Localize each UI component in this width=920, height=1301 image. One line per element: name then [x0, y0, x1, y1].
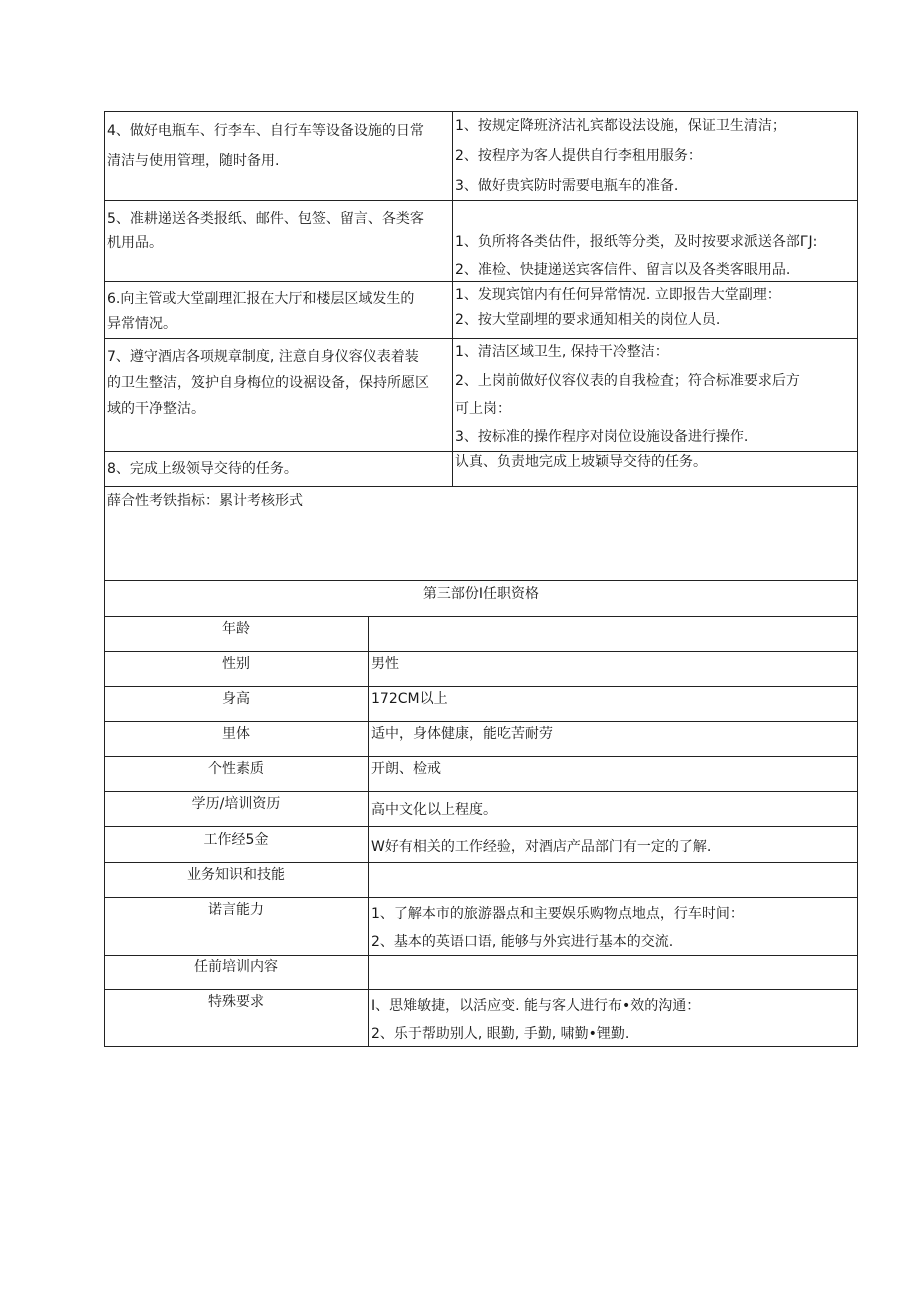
qual-label-special: 特殊要求	[208, 994, 264, 1010]
qual-value-personality: 开朗、检戒	[371, 761, 441, 777]
duty-divider	[104, 486, 858, 487]
qual-divider	[104, 756, 858, 757]
qual-label-education: 学历/培训资历	[191, 796, 281, 812]
assessment-label: 薛合性考铁指标：累计考核形式	[107, 493, 303, 509]
qual-label-gender: 性别	[222, 656, 250, 672]
qual-label-personality: 个性素质	[208, 761, 264, 777]
duty-4-right-line-4: 3、按标准的操作程序对岗位设施设备进行操作.	[455, 429, 749, 445]
duty-3-left-line-2: 异常情况。	[107, 316, 177, 332]
duty-divider	[104, 200, 858, 201]
qual-label-age: 年龄	[222, 621, 250, 637]
duty-divider	[104, 338, 858, 339]
duty-3-right-line-1: 1、发现宾馆内有任何异常情况. 立即报告大堂副理：	[455, 287, 781, 303]
qual-value-height: 172CM以上	[371, 691, 448, 707]
duty-1-right-line-2: 2、按程序为客人提供自行李租用服务：	[455, 148, 702, 164]
qual-value-experience: W好有相关的工作经验，对酒店产品部门有一定的了解.	[371, 839, 712, 855]
assessment-divider	[104, 580, 858, 581]
duty-2-left-line-1: 5、准耕递送各类报纸、邮件、包签、留言、各类客	[107, 211, 424, 227]
qual-label-skills: 业务知识和技能	[187, 867, 285, 883]
qual-column-divider	[368, 616, 369, 1046]
duty-5-right-line-1: 认真、负责地完成上坡颖导交待的任务。	[455, 454, 707, 470]
duty-4-left-line-2: 的卫生整洁，笈护自身梅位的设裾设备，保持所愿区	[107, 375, 429, 391]
qual-divider	[104, 686, 858, 687]
duty-4-right-line-1: 1、清洁区域卫生, 保持干冷整洁：	[455, 344, 669, 360]
qual-value-language-1: 1、了解本市的旅游器点和主要娱乐购物点地点，行车时间：	[371, 906, 744, 922]
qual-divider	[104, 721, 858, 722]
duty-1-right-line-3: 3、做好贵宾防时需要电瓶车的准备.	[455, 178, 679, 194]
duty-4-left-line-3: 域的干净整沽。	[107, 401, 205, 417]
qual-divider	[104, 897, 858, 898]
qual-value-education: 高中文化以上程度。	[371, 802, 497, 818]
section-divider	[104, 616, 858, 617]
duty-1-right-line-1: 1、按规定降班济沽礼宾都设法设施，保证卫生清洁；	[455, 118, 786, 134]
duty-4-right-line-3: 可上岗：	[455, 401, 511, 417]
table-border-right	[857, 111, 858, 1047]
duty-2-right-line-2: 2、准检、快捷递送宾客信件、留言以及各类客眼用品.	[455, 262, 791, 278]
qual-label-experience: 工作经5金	[203, 832, 269, 848]
duty-1-left-line-2: 清洁与使用管理，随时备用.	[107, 153, 280, 169]
duty-1-left-line-1: 4、做好电瓶车、行李车、自行车等设备设施的日常	[107, 123, 424, 139]
qual-divider	[104, 989, 858, 990]
qual-label-language: 诺言能力	[208, 902, 264, 918]
qual-label-training: 任前培训内容	[194, 959, 278, 975]
section-title: 第三部份I任职资格	[422, 586, 540, 602]
duty-2-left-line-2: 机用品。	[107, 235, 163, 251]
qual-label-height: 身高	[222, 691, 250, 707]
table-border-top	[104, 111, 858, 112]
qual-divider	[104, 955, 858, 956]
duty-3-right-line-2: 2、按大堂副埋的要求通知相关的岗位人员.	[455, 312, 721, 328]
qual-value-gender: 男性	[371, 656, 399, 672]
duty-4-left-line-1: 7、遵守酒店各项规章制度, 注意自身仪容仪表着装	[107, 349, 419, 365]
qual-divider	[104, 826, 858, 827]
qual-value-body: 适中，身体健康，能吃苦耐劳	[371, 726, 553, 742]
duty-2-right-line-1: 1、负所将各类估件，报纸等分类，及时按要求派送各部ГJ:	[455, 234, 818, 250]
duty-column-divider	[452, 111, 453, 486]
duty-5-left-line-1: 8、完成上级领导交待的任务。	[107, 461, 298, 477]
duty-4-right-line-2: 2、上岗前做好仪容仪表的自我检査；符合标准要求后方	[455, 373, 800, 389]
qual-divider	[104, 862, 858, 863]
duty-divider	[104, 281, 858, 282]
duty-divider	[104, 451, 858, 452]
qual-value-special-2: 2、乐于帮助别人, 眼勤, 手勤, 啸勤•锂勤.	[371, 1026, 630, 1042]
duty-3-left-line-1: 6.向主管或大堂副理汇报在大厅和楼层区域发生的	[107, 291, 415, 307]
qual-divider	[104, 651, 858, 652]
qual-label-body: 里体	[222, 726, 250, 742]
qual-divider	[104, 791, 858, 792]
qual-value-language-2: 2、基本的英语口语, 能够与外宾进行基本的交流.	[371, 934, 674, 950]
table-border-bottom	[104, 1046, 858, 1047]
qual-value-special-1: I、思雉敏捷，以活应变. 能与客人进行布•效的沟通：	[371, 998, 701, 1014]
